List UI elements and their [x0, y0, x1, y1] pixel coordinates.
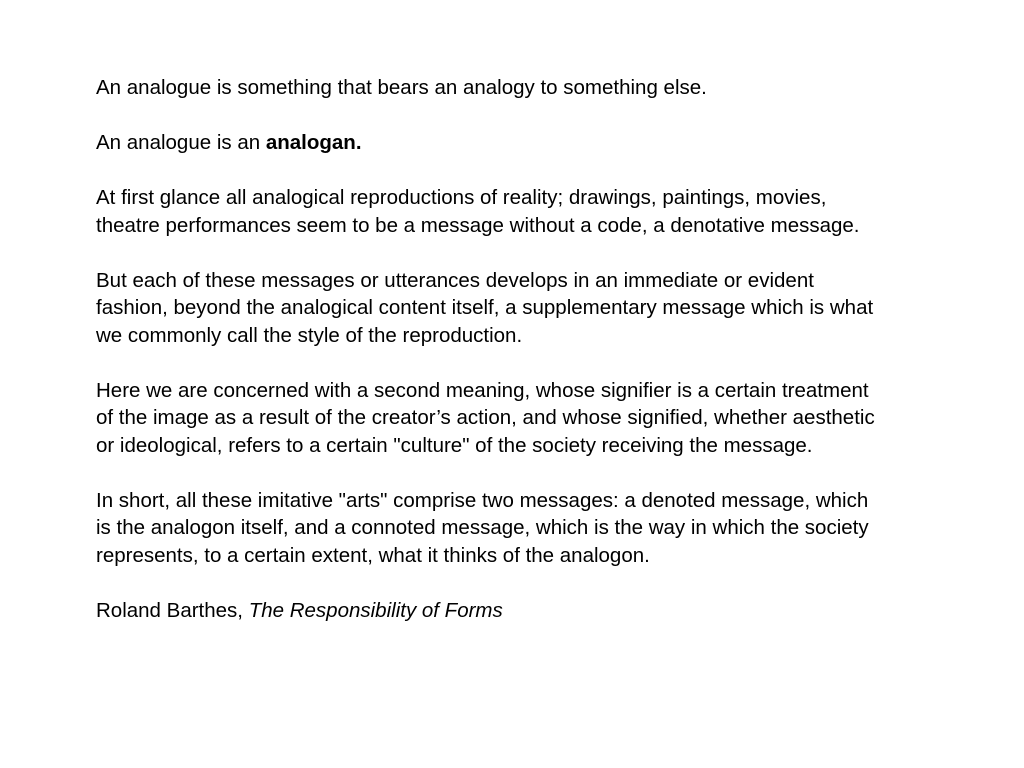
paragraph-line: theatre performances seem to be a message without a code, a denotative message.	[96, 213, 860, 237]
paragraph-line: fashion, beyond the analogical content itself, a supplementary message which is what	[96, 296, 874, 319]
paragraph-line: Here we are concerned with a second meaning, whose signifier is a certain treatment	[96, 378, 869, 402]
paragraph-line: But each of these messages or utterances develops in an immediate or evident	[96, 268, 814, 292]
paragraph-line: or ideological, refers to a certain "culture" of the society receiving the message.	[96, 433, 813, 457]
paragraph-analogan	[96, 129, 976, 157]
paragraph-supplementary-message	[96, 267, 976, 350]
paragraph-line: represents, to a certain extent, what it thinks of the analogon.	[96, 543, 650, 567]
paragraph-text: An analogue is something that bears an analogy to something else.	[96, 76, 707, 99]
paragraph-line: At first glance all analogical reproductions of reality; drawings, paintings, movies,	[96, 186, 827, 209]
citation-work-title: The Responsibility of Forms	[248, 598, 503, 622]
slide-body	[96, 74, 976, 652]
paragraph-first-glance	[96, 184, 976, 239]
paragraph-line: In short, all these imitative "arts" comprise two messages: a denoted message, which	[96, 488, 869, 512]
citation	[96, 597, 976, 625]
citation-author: Roland Barthes,	[96, 598, 249, 622]
bold-term: analogan.	[265, 131, 362, 154]
paragraph-two-messages	[96, 487, 976, 570]
paragraph-line: we commonly call the style of the reproduction.	[96, 323, 523, 347]
paragraph-analogue-definition	[96, 74, 976, 102]
paragraph-second-meaning	[96, 377, 976, 460]
paragraph-line: is the analogon itself, and a connoted message, which is the way in which the society	[96, 516, 869, 539]
paragraph-text: An analogue is an	[96, 131, 266, 154]
paragraph-line: of the image as a result of the creator’s action, and whose signified, whether aesthetic	[96, 406, 875, 429]
